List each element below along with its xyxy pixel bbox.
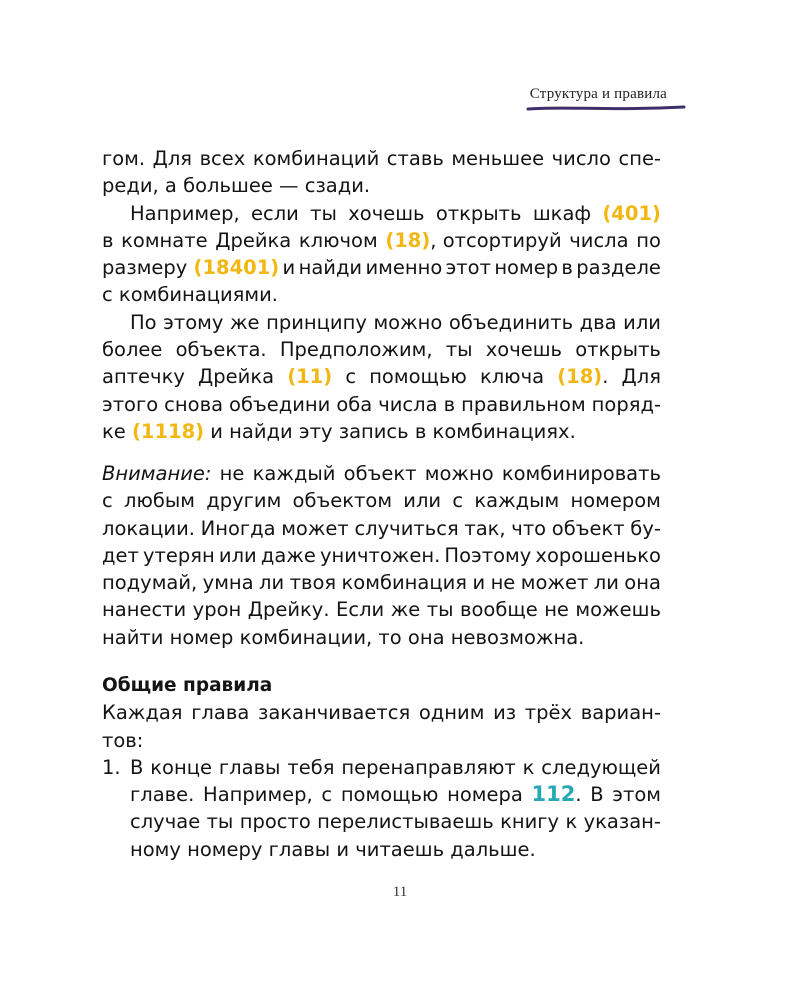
word: дет	[102, 543, 139, 567]
text-line	[102, 336, 661, 363]
word: этого	[102, 392, 159, 416]
word: числа	[378, 392, 438, 416]
word: ключа	[479, 365, 545, 389]
word: объект	[551, 516, 625, 540]
word: помощью	[340, 783, 439, 807]
text-line	[102, 487, 661, 514]
word: локации.	[102, 516, 195, 540]
word: хочешь	[485, 338, 563, 362]
word: к	[565, 810, 578, 834]
word: именно	[365, 256, 443, 280]
word: шкаф	[532, 201, 592, 225]
word: комбинаций	[252, 147, 380, 170]
word: число	[551, 147, 611, 170]
word: же	[229, 310, 260, 334]
word: этот	[445, 256, 491, 280]
word: не	[219, 462, 245, 485]
word: или	[403, 489, 442, 513]
word: и	[282, 256, 296, 280]
running-head	[530, 83, 667, 105]
object-number: (401)	[602, 201, 661, 225]
line-text: тов:	[102, 728, 144, 752]
object-number: (18)	[557, 365, 603, 389]
word: два	[579, 310, 617, 334]
word: Если	[336, 598, 385, 622]
word: тебя	[287, 755, 335, 779]
word: По	[130, 310, 157, 334]
word: Для	[621, 365, 661, 389]
word: или	[218, 543, 257, 567]
paragraph-3	[102, 309, 661, 445]
word: каждым	[474, 489, 560, 513]
word: если	[251, 201, 299, 225]
word: найди	[298, 256, 363, 280]
word: номером	[570, 489, 661, 513]
list-marker: 1.	[102, 755, 121, 779]
word: Поэтому	[444, 543, 532, 567]
word: Например,	[130, 201, 240, 225]
text-line	[102, 460, 661, 487]
object-number: (18)	[385, 228, 431, 252]
word: номера	[447, 783, 523, 807]
object-number: (11)	[287, 365, 333, 389]
word: снова	[164, 392, 224, 416]
word: ли	[593, 571, 619, 595]
word: так,	[464, 516, 506, 540]
word: Для	[152, 147, 193, 170]
word: ты	[445, 338, 473, 362]
word: можно	[424, 462, 494, 485]
word: с	[102, 489, 113, 513]
number-with-text	[385, 227, 561, 254]
word: ставь	[386, 147, 444, 170]
word: открыть	[575, 338, 661, 362]
word: оба	[336, 392, 373, 416]
text-line	[102, 418, 661, 445]
text-line	[102, 145, 661, 172]
word: случиться	[354, 516, 459, 540]
word: следующей	[541, 755, 661, 779]
word: объедини	[229, 392, 331, 416]
word: не	[544, 598, 569, 622]
word: принципу	[266, 310, 367, 334]
word: можешь	[575, 598, 661, 622]
rules-section	[102, 672, 661, 863]
word: другим	[206, 489, 282, 513]
line-text: ному номеру главы и читаешь дальше.	[130, 837, 536, 861]
word: объект	[343, 462, 417, 485]
text-line	[102, 727, 661, 754]
word-group	[102, 254, 279, 281]
word: поряд-	[591, 392, 661, 416]
word: же	[390, 598, 421, 622]
word: из	[493, 701, 517, 725]
word: хочешь	[348, 201, 425, 225]
word: разделе	[576, 256, 661, 280]
word: Предположим,	[279, 338, 433, 362]
text-line	[102, 254, 661, 281]
word: .	[602, 365, 609, 389]
page-number	[0, 884, 800, 901]
word: по	[636, 228, 661, 252]
text-line	[102, 227, 661, 254]
word: ключом	[298, 228, 378, 252]
text-line	[102, 200, 661, 227]
word: меньшее	[451, 147, 545, 170]
word: номер	[494, 256, 559, 280]
line-text: с комбинациями.	[102, 283, 278, 307]
word: В	[130, 755, 144, 779]
word: гом.	[102, 147, 146, 170]
word: глава	[191, 701, 250, 725]
word: трёх	[524, 701, 573, 725]
text-line	[102, 781, 661, 808]
word: вариан-	[580, 701, 661, 725]
word: не	[490, 571, 516, 595]
warning-label: Внимание:	[102, 462, 212, 485]
word: объединить	[448, 310, 574, 334]
word: главе.	[130, 783, 195, 807]
word: заканчивается	[257, 701, 411, 725]
word: .	[575, 783, 582, 807]
word: этому	[163, 310, 224, 334]
word: помощью	[369, 365, 467, 389]
chapter-number: 112	[531, 782, 576, 807]
word: может	[520, 571, 589, 595]
word: утерян	[142, 543, 215, 567]
word: книгу	[500, 810, 560, 834]
text-line	[102, 542, 661, 569]
word: Каждая	[102, 701, 183, 725]
text-line	[102, 569, 661, 596]
word: В	[590, 783, 604, 807]
list-item	[102, 754, 661, 863]
word: комнате	[121, 228, 208, 252]
word: Дрейка	[198, 365, 275, 389]
word: в	[561, 256, 573, 280]
section-heading	[102, 672, 661, 699]
text-line	[102, 596, 661, 623]
word: может	[281, 516, 349, 540]
object-number: (1118)	[131, 419, 205, 443]
word: урон	[192, 598, 242, 622]
text-line	[102, 699, 661, 726]
text-line	[102, 836, 661, 863]
word: нанести	[102, 598, 187, 622]
word: комбинация	[341, 571, 468, 595]
word: этом	[612, 783, 661, 807]
word: указан-	[583, 810, 661, 834]
word: хорошенько	[535, 543, 661, 567]
word: любым	[123, 489, 195, 513]
word: в	[443, 392, 456, 416]
word: что	[511, 516, 547, 540]
text-line	[102, 172, 661, 199]
word: Дрейка	[215, 228, 292, 252]
word: твоя	[289, 571, 337, 595]
word: с	[321, 783, 333, 807]
word: Например,	[203, 783, 313, 807]
word: и	[472, 571, 486, 595]
warning-paragraph	[102, 460, 661, 651]
line-text: реди, а большее — сзади.	[102, 174, 371, 198]
word: числа	[569, 228, 629, 252]
paragraph-1	[102, 145, 661, 200]
text-line	[102, 309, 661, 336]
text-line	[102, 515, 661, 542]
running-head-text: Структура и правила	[529, 86, 667, 102]
word: ке	[102, 419, 126, 443]
word: главы	[218, 755, 281, 779]
number-with-text	[531, 781, 581, 808]
line-text: и найди эту запись в комбинациях.	[210, 419, 576, 443]
object-number: (18401)	[193, 256, 280, 280]
word: ты	[426, 598, 454, 622]
word: к	[522, 755, 535, 779]
word: ты	[206, 810, 234, 834]
word: просто	[239, 810, 311, 834]
word: с	[345, 365, 357, 389]
word: одним	[418, 701, 485, 725]
text-line	[102, 754, 661, 781]
text-line	[102, 281, 661, 308]
word: ты	[310, 201, 337, 225]
word: умна	[202, 571, 254, 595]
word: комбинировать	[501, 462, 661, 485]
word: подумай,	[102, 571, 198, 595]
word: перенаправляют	[341, 755, 516, 779]
word: объектом	[292, 489, 393, 513]
paragraph-2	[102, 200, 661, 309]
word: всех	[199, 147, 246, 170]
line-text: найти номер комбинации, то она невозможна.	[102, 625, 585, 649]
text-line	[102, 624, 661, 651]
word: более	[102, 338, 163, 362]
number-with-text	[557, 363, 608, 390]
word: объекта.	[175, 338, 267, 362]
text-line	[102, 363, 661, 390]
word: уничтожен.	[319, 543, 441, 567]
word: спе-	[618, 147, 661, 170]
word: открыть	[435, 201, 522, 225]
text-line	[102, 808, 661, 835]
text-line	[102, 391, 661, 418]
word: перелистываешь	[317, 810, 494, 834]
word: аптечку	[102, 365, 185, 389]
word: она	[624, 571, 661, 595]
word: Дрейку.	[247, 598, 330, 622]
word: можно	[373, 310, 443, 334]
word: в	[102, 228, 114, 252]
heading-text: Общие правила	[102, 675, 273, 696]
word: с	[452, 489, 464, 513]
running-head-underline	[526, 103, 686, 113]
word: Иногда	[200, 516, 276, 540]
word: каждый	[252, 462, 336, 485]
word: ли	[259, 571, 285, 595]
word: вообще	[459, 598, 538, 622]
page-number-text: 11	[392, 884, 408, 900]
word: бу-	[630, 516, 661, 540]
word: , отсортируй	[430, 228, 562, 252]
word: размеру	[102, 256, 188, 280]
word: конце	[150, 755, 213, 779]
word: случае	[130, 810, 201, 834]
word: или	[623, 310, 661, 334]
word: правильном	[461, 392, 586, 416]
word: даже	[260, 543, 316, 567]
